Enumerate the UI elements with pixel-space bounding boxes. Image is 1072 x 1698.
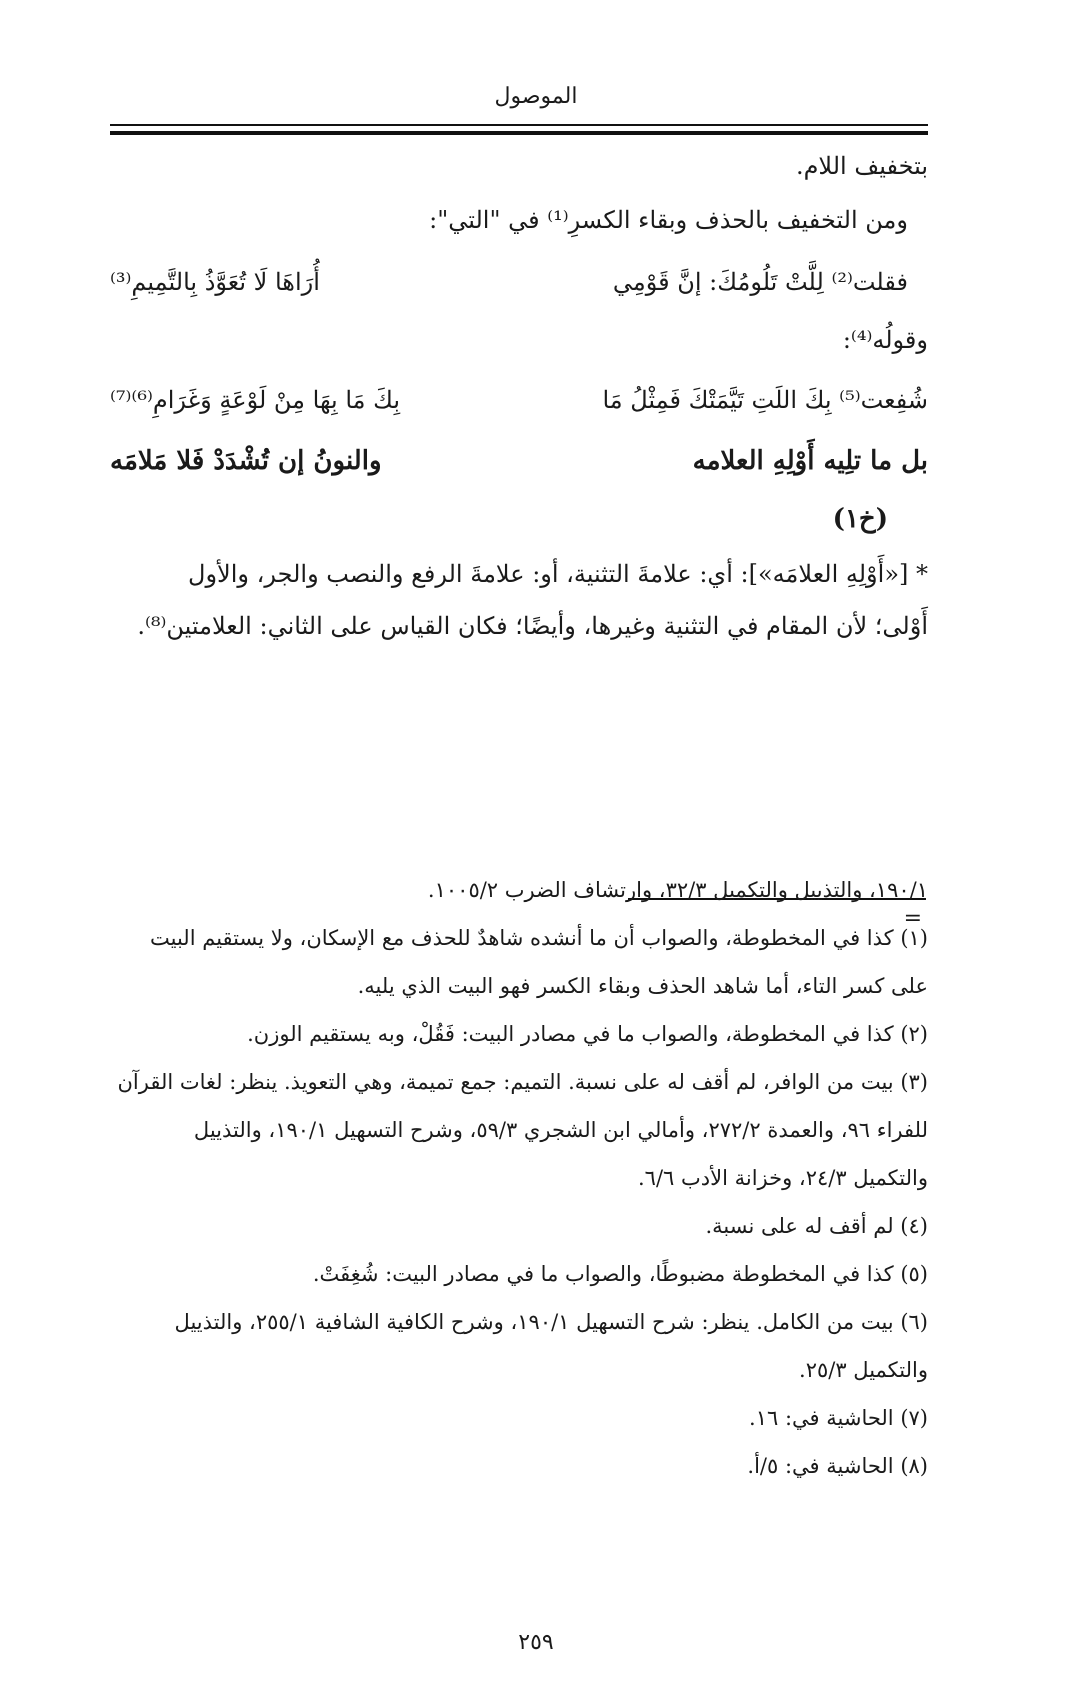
commentary-line-2: أَوْلى؛ لأن المقام في التثنية وغيرها، وأيضًا؛ فكان القياس على الثاني: العلامتين⁽⁸⁾. [137, 612, 928, 640]
verse-2 [110, 386, 928, 430]
footnote-line: (٢) كذا في المخطوطة، والصواب ما في مصادر البيت: فَقُلْ، وبه يستقيم الوزن. [247, 1022, 928, 1046]
footnote-line: (٧) الحاشية في: ١٦. [749, 1406, 928, 1430]
footnote-line: (٥) كذا في المخطوطة مضبوطًا، والصواب ما في مصادر البيت: شُغِفَتْ. [312, 1262, 928, 1286]
footnote-line: (٨) الحاشية في: ٥/أ. [747, 1454, 928, 1478]
header-rule-thick [110, 131, 928, 135]
running-header: الموصول [494, 84, 578, 109]
verse-2-hemistich-2: بِكَ مَا بِهَا مِنْ لَوْعَةٍ وَغَرَامِ⁽⁶⁾⁽⁷⁾ [110, 386, 401, 414]
footnote-continuation-mark: = [903, 906, 922, 931]
footnote-line: (٤) لم أقف له على نسبة. [705, 1214, 928, 1238]
header-rule-thin [110, 124, 928, 126]
footnote-line: والتكميل ٢٤/٣، وخزانة الأدب ٦/٦. [637, 1166, 928, 1190]
commentary-line-1: * [«أَوْلِهِ العلامَه»]: أي: علامةَ التثنية، أو: علامةَ الرفع والنصب والجر، والأول [188, 560, 928, 588]
body-line-1: بتخفيف اللام. [795, 152, 928, 180]
footnote-line: والتكميل ٢٥/٣. [799, 1358, 928, 1382]
footnote-line: (١) كذا في المخطوطة، والصواب أن ما أنشده شاهدٌ للحذف مع الإسكان، ولا يستقيم البيت [150, 926, 928, 950]
verse-1-hemistich-1: فقلت⁽²⁾ لِلَّتْ تَلُومُكَ: إنَّ قَوْمِي [612, 268, 908, 296]
verse-2-hemistich-1: شُفِعت⁽⁵⁾ بِكَ اللَتِ تَيَّمَتْكَ فَمِثْلُ مَا [602, 386, 928, 414]
verse-3-manuscript-ref: (خ١) [832, 504, 888, 534]
footnote-line: (٦) بيت من الكامل. ينظر: شرح التسهيل ١٩٠/١، وشرح الكافية الشافية ٢٥٥/١، والتذييل [174, 1310, 928, 1334]
verse-3-hemistich-1: بل ما تلِيه أَوْلِهِ العلامه [692, 446, 928, 476]
footnote-line: على كسر التاء، أما شاهد الحذف وبقاء الكسر فهو البيت الذي يليه. [357, 974, 928, 998]
body-line-3: وقولُه⁽⁴⁾: [842, 326, 928, 354]
page-number: ٢٥٩ [518, 1630, 554, 1655]
verse-1 [110, 268, 928, 312]
footnote-line: ١٩٠/١، والتذييل والتكميل ٣٢/٣، وارتشاف الضرب ١٠٠٥/٢. [427, 878, 928, 902]
footnotes [110, 860, 928, 1490]
verse-3-hemistich-2: والنونُ إن تُشْدَدْ فَلا مَلامَه [110, 446, 382, 476]
body-line-2: ومن التخفيف بالحذف وبقاء الكسرِ⁽¹⁾ في "التي": [429, 206, 908, 234]
footnote-line: للفراء ٩٦، والعمدة ٢٧٢/٢، وأمالي ابن الشجري ٥٩/٣، وشرح التسهيل ١٩٠/١، والتذييل [193, 1118, 928, 1142]
footnote-line: (٣) بيت من الوافر، لم أقف له على نسبة. التميم: جمع تميمة، وهي التعويذ. ينظر: لغات القرآن [117, 1070, 928, 1094]
verse-1-hemistich-2: أُرَاهَا لَا تُعَوَّذُ بِالتَّمِيمِ⁽³⁾ [110, 268, 320, 296]
verse-3 [110, 446, 928, 490]
